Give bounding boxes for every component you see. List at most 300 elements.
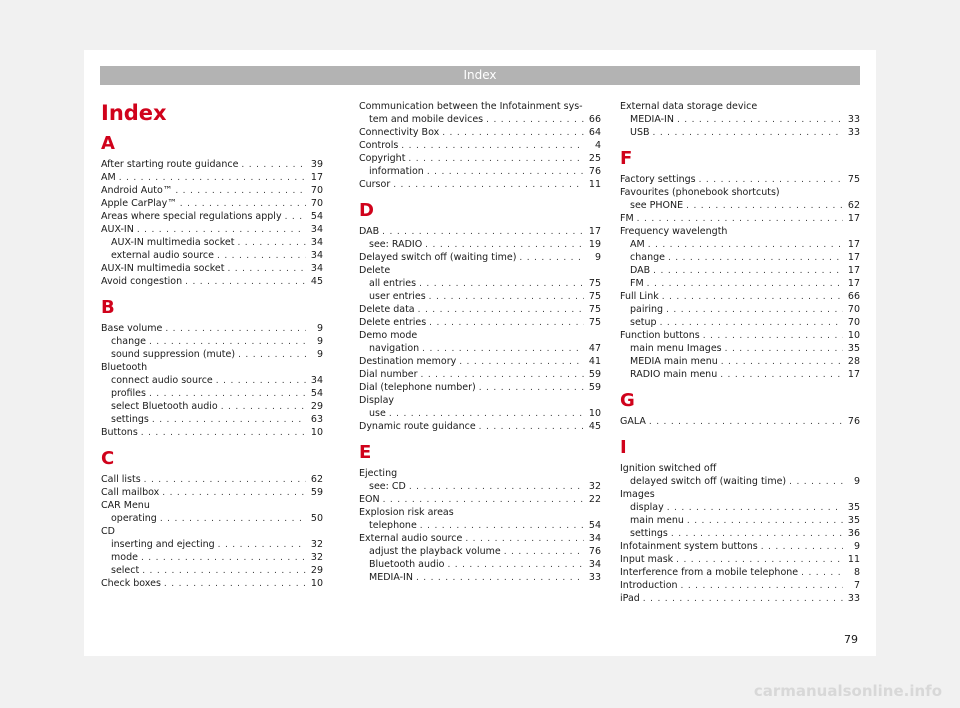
index-entry-text: use bbox=[369, 408, 386, 419]
index-entry bbox=[620, 540, 860, 553]
dot-leader bbox=[217, 250, 306, 263]
index-entry bbox=[359, 225, 601, 238]
index-entry-page: 33 bbox=[847, 127, 860, 138]
index-entry-text: Function buttons bbox=[620, 330, 700, 341]
index-entry bbox=[101, 158, 323, 171]
index-entry bbox=[620, 264, 860, 277]
index-entry-page: 70 bbox=[310, 185, 323, 196]
index-entry bbox=[620, 173, 860, 186]
index-entry-page: 8 bbox=[853, 567, 860, 578]
dot-leader bbox=[429, 317, 584, 330]
dot-leader bbox=[703, 330, 843, 343]
index-entry bbox=[359, 316, 601, 329]
index-entry-text: MEDIA main menu bbox=[630, 356, 718, 367]
index-entry-page: 35 bbox=[847, 515, 860, 526]
index-entry-text: Interference from a mobile telephone bbox=[620, 567, 799, 578]
index-entry-page: 64 bbox=[588, 127, 601, 138]
index-entry-text: tem and mobile devices bbox=[369, 114, 484, 125]
index-entry bbox=[101, 525, 323, 538]
index-entry bbox=[359, 545, 601, 558]
index-entry-page: 9 bbox=[853, 541, 860, 552]
index-entry-page: 10 bbox=[847, 330, 860, 341]
index-entry-page: 9 bbox=[316, 336, 323, 347]
index-entry bbox=[620, 514, 860, 527]
index-entry bbox=[620, 329, 860, 342]
index-entry-text: inserting and ejecting bbox=[111, 539, 215, 550]
index-entry-page: 75 bbox=[847, 174, 860, 185]
index-entry-page: 33 bbox=[847, 114, 860, 125]
dot-leader bbox=[164, 578, 306, 591]
index-entry-page: 66 bbox=[847, 291, 860, 302]
index-entry-text: see: CD bbox=[369, 481, 406, 492]
dot-leader bbox=[666, 304, 843, 317]
index-entry-text: Factory settings bbox=[620, 174, 696, 185]
index-entry-page: 34 bbox=[588, 559, 601, 570]
index-entry-page: 32 bbox=[310, 552, 323, 563]
index-entry-text: Ejecting bbox=[359, 468, 398, 479]
index-entry bbox=[101, 348, 323, 361]
index-entry-text: telephone bbox=[369, 520, 417, 531]
dot-leader bbox=[165, 323, 306, 336]
index-entry bbox=[101, 387, 323, 400]
index-entry-page: 17 bbox=[847, 265, 860, 276]
dot-leader bbox=[227, 263, 306, 276]
dot-leader bbox=[648, 239, 843, 252]
index-entry-text: Call lists bbox=[101, 474, 141, 485]
index-entry bbox=[101, 473, 323, 486]
index-entry-text: DAB bbox=[630, 265, 651, 276]
index-entry bbox=[359, 303, 601, 316]
index-entry-page: 75 bbox=[588, 278, 601, 289]
index-entry-page: 75 bbox=[588, 291, 601, 302]
dot-leader bbox=[668, 252, 843, 265]
index-entry-text: AM bbox=[630, 239, 645, 250]
index-entry-text: Buttons bbox=[101, 427, 138, 438]
index-entry-text: delayed switch off (waiting time) bbox=[630, 476, 787, 487]
index-letter: G bbox=[620, 390, 635, 411]
index-entry-text: FM bbox=[630, 278, 644, 289]
index-entry bbox=[101, 197, 323, 210]
index-entry-text: External audio source bbox=[359, 533, 463, 544]
index-entry-page: 17 bbox=[847, 239, 860, 250]
index-entry-page: 10 bbox=[310, 578, 323, 589]
dot-leader bbox=[185, 276, 306, 289]
index-entry-text: all entries bbox=[369, 278, 417, 289]
dot-leader bbox=[238, 349, 306, 362]
index-entry bbox=[620, 592, 860, 605]
index-entry-text: information bbox=[369, 166, 424, 177]
index-entry-page: 45 bbox=[588, 421, 601, 432]
index-entry-text: sound suppression (mute) bbox=[111, 349, 236, 360]
index-entry-page: 17 bbox=[847, 252, 860, 263]
dot-leader bbox=[479, 382, 584, 395]
index-entry bbox=[359, 407, 601, 420]
index-entry-text: Apple CarPlay™ bbox=[101, 198, 177, 209]
index-entry-text: Images bbox=[620, 489, 655, 500]
index-entry-text: main menu Images bbox=[630, 343, 722, 354]
index-entry-page: 11 bbox=[847, 554, 860, 565]
index-entry-text: Call mailbox bbox=[101, 487, 160, 498]
index-letter: B bbox=[101, 297, 115, 318]
dot-leader bbox=[419, 278, 584, 291]
index-entry bbox=[101, 249, 323, 262]
index-entry bbox=[620, 277, 860, 290]
index-entry bbox=[101, 486, 323, 499]
index-entry bbox=[101, 171, 323, 184]
index-entry bbox=[359, 519, 601, 532]
index-entry-text: mode bbox=[111, 552, 138, 563]
index-entry-text: see PHONE bbox=[630, 200, 684, 211]
index-entry-page: 25 bbox=[588, 153, 601, 164]
index-entry-text: EON bbox=[359, 494, 380, 505]
index-entry-page: 35 bbox=[847, 343, 860, 354]
index-entry-text: settings bbox=[111, 414, 149, 425]
index-letter: I bbox=[620, 437, 627, 458]
index-entry bbox=[359, 238, 601, 251]
index-entry-text: Display bbox=[359, 395, 395, 406]
index-entry bbox=[620, 488, 860, 501]
index-entry-page: 34 bbox=[310, 224, 323, 235]
index-entry bbox=[101, 223, 323, 236]
index-entry-page: 76 bbox=[588, 166, 601, 177]
index-entry-text: setup bbox=[630, 317, 657, 328]
index-entry-text: Delayed switch off (waiting time) bbox=[359, 252, 517, 263]
index-entry-page: 75 bbox=[588, 317, 601, 328]
dot-leader bbox=[418, 304, 584, 317]
index-entry bbox=[101, 210, 323, 223]
index-entry-text: Delete bbox=[359, 265, 391, 276]
index-entry bbox=[620, 342, 860, 355]
dot-leader bbox=[761, 541, 843, 554]
index-entry-page: 29 bbox=[310, 565, 323, 576]
index-entry-text: Dynamic route guidance bbox=[359, 421, 476, 432]
index-entry bbox=[359, 394, 601, 407]
dot-leader bbox=[401, 140, 584, 153]
index-entry bbox=[359, 558, 601, 571]
index-entry-text: Base volume bbox=[101, 323, 163, 334]
index-entry-page: 29 bbox=[310, 401, 323, 412]
index-entry-text: Dial (telephone number) bbox=[359, 382, 476, 393]
index-entry bbox=[359, 290, 601, 303]
index-entry-page: 70 bbox=[847, 317, 860, 328]
dot-leader bbox=[653, 265, 843, 278]
dot-leader bbox=[175, 185, 306, 198]
index-entry bbox=[359, 139, 601, 152]
index-entry bbox=[101, 361, 323, 374]
dot-leader bbox=[677, 114, 843, 127]
index-entry bbox=[101, 184, 323, 197]
dot-leader bbox=[667, 502, 843, 515]
index-entry-page: 76 bbox=[588, 546, 601, 557]
index-entry-text: External data storage device bbox=[620, 101, 758, 112]
index-entry bbox=[101, 374, 323, 387]
dot-leader bbox=[479, 421, 584, 434]
index-entry-text: display bbox=[630, 502, 664, 513]
index-entry-page: 34 bbox=[310, 375, 323, 386]
index-entry-page: 66 bbox=[588, 114, 601, 125]
dot-leader bbox=[720, 369, 843, 382]
dot-leader bbox=[686, 200, 843, 213]
index-entry-text: MEDIA-IN bbox=[369, 572, 413, 583]
index-entry-page: 76 bbox=[847, 416, 860, 427]
dot-leader bbox=[393, 179, 584, 192]
dot-leader bbox=[218, 539, 306, 552]
index-entry bbox=[620, 566, 860, 579]
index-entry-text: AUX-IN bbox=[101, 224, 134, 235]
index-entry bbox=[620, 186, 860, 199]
index-entry-text: Controls bbox=[359, 140, 399, 151]
index-entry-text: Explosion risk areas bbox=[359, 507, 454, 518]
index-entry bbox=[620, 199, 860, 212]
dot-leader bbox=[442, 127, 584, 140]
index-entry-text: Cursor bbox=[359, 179, 391, 190]
index-entry-page: 17 bbox=[847, 369, 860, 380]
index-entry bbox=[359, 329, 601, 342]
index-entry-text: main menu bbox=[630, 515, 684, 526]
index-entry-text: After starting route guidance bbox=[101, 159, 239, 170]
index-entry-text: profiles bbox=[111, 388, 146, 399]
dot-leader bbox=[144, 474, 306, 487]
index-entry bbox=[101, 413, 323, 426]
index-entry-page: 35 bbox=[847, 502, 860, 513]
index-entry-text: Copyright bbox=[359, 153, 406, 164]
index-entry bbox=[359, 342, 601, 355]
index-entry bbox=[620, 355, 860, 368]
dot-leader bbox=[459, 356, 584, 369]
dot-leader bbox=[725, 343, 843, 356]
index-entry-text: AUX-IN multimedia socket bbox=[101, 263, 225, 274]
index-entry-page: 17 bbox=[588, 226, 601, 237]
index-entry bbox=[101, 322, 323, 335]
index-entry bbox=[359, 355, 601, 368]
index-entry-page: 54 bbox=[310, 388, 323, 399]
index-entry-text: GALA bbox=[620, 416, 646, 427]
dot-leader bbox=[643, 593, 843, 606]
index-entry bbox=[620, 462, 860, 475]
index-column-1 bbox=[101, 100, 323, 590]
index-entry-text: Delete data bbox=[359, 304, 415, 315]
index-entry-text: Input mask bbox=[620, 554, 674, 565]
index-letter: A bbox=[101, 133, 115, 154]
index-entry-page: 17 bbox=[847, 278, 860, 289]
index-entry-page: 63 bbox=[310, 414, 323, 425]
index-entry-text: RADIO main menu bbox=[630, 369, 718, 380]
index-entry bbox=[359, 100, 601, 113]
index-entry-page: 34 bbox=[310, 250, 323, 261]
index-entry bbox=[101, 426, 323, 439]
index-entry-text: AM bbox=[101, 172, 116, 183]
index-entry-text: see: RADIO bbox=[369, 239, 423, 250]
dot-leader bbox=[416, 572, 584, 585]
index-entry bbox=[620, 316, 860, 329]
index-entry bbox=[620, 553, 860, 566]
index-entry-page: 9 bbox=[853, 476, 860, 487]
index-entry-text: CD bbox=[101, 526, 115, 537]
dot-leader bbox=[721, 356, 843, 369]
index-entry-text: Areas where special regulations apply bbox=[101, 211, 282, 222]
index-entry bbox=[101, 564, 323, 577]
index-entry bbox=[620, 113, 860, 126]
index-entry-text: select Bluetooth audio bbox=[111, 401, 218, 412]
index-entry bbox=[359, 368, 601, 381]
index-entry-page: 62 bbox=[847, 200, 860, 211]
index-entry-text: Introduction bbox=[620, 580, 678, 591]
index-entry bbox=[359, 251, 601, 264]
index-entry-text: Demo mode bbox=[359, 330, 418, 341]
index-entry-text: Delete entries bbox=[359, 317, 427, 328]
index-entry-page: 9 bbox=[594, 252, 601, 263]
index-entry bbox=[359, 493, 601, 506]
index-entry bbox=[359, 277, 601, 290]
index-entry bbox=[620, 579, 860, 592]
index-letter: D bbox=[359, 200, 374, 221]
dot-leader bbox=[789, 476, 843, 489]
index-entry-page: 75 bbox=[588, 304, 601, 315]
index-entry-text: external audio source bbox=[111, 250, 215, 261]
dot-leader bbox=[681, 580, 843, 593]
index-entry-text: AUX-IN multimedia socket bbox=[111, 237, 235, 248]
index-entry-text: Android Auto™ bbox=[101, 185, 173, 196]
index-entry-text: Bluetooth audio bbox=[369, 559, 445, 570]
index-entry-page: 54 bbox=[310, 211, 323, 222]
index-entry bbox=[620, 368, 860, 381]
index-entry-text: navigation bbox=[369, 343, 420, 354]
index-entry bbox=[359, 264, 601, 277]
watermark: carmanualsonline.info bbox=[753, 682, 942, 700]
index-entry-text: change bbox=[111, 336, 146, 347]
dot-leader bbox=[160, 513, 306, 526]
index-entry-text: Full Link bbox=[620, 291, 659, 302]
index-entry-text: MEDIA-IN bbox=[630, 114, 674, 125]
index-entry-page: 47 bbox=[588, 343, 601, 354]
dot-leader bbox=[241, 159, 306, 172]
dot-leader bbox=[142, 565, 306, 578]
index-entry bbox=[101, 275, 323, 288]
index-entry-page: 62 bbox=[310, 474, 323, 485]
index-entry bbox=[620, 251, 860, 264]
index-entry-page: 28 bbox=[847, 356, 860, 367]
index-entry-page: 70 bbox=[310, 198, 323, 209]
dot-leader bbox=[141, 552, 306, 565]
index-letter: C bbox=[101, 448, 115, 469]
index-entry-page: 33 bbox=[847, 593, 860, 604]
index-entry-page: 34 bbox=[310, 237, 323, 248]
index-entry bbox=[101, 551, 323, 564]
index-entry-text: DAB bbox=[359, 226, 380, 237]
index-entry-text: FM bbox=[620, 213, 634, 224]
index-entry-text: CAR Menu bbox=[101, 500, 150, 511]
index-entry bbox=[359, 126, 601, 139]
index-entry bbox=[620, 475, 860, 488]
dot-leader bbox=[216, 375, 306, 388]
dot-leader bbox=[152, 414, 306, 427]
index-entry-text: connect audio source bbox=[111, 375, 213, 386]
index-entry bbox=[101, 335, 323, 348]
index-entry-text: Dial number bbox=[359, 369, 418, 380]
dot-leader bbox=[427, 166, 584, 179]
index-column-3 bbox=[620, 100, 860, 605]
dot-leader bbox=[801, 567, 843, 580]
index-entry bbox=[101, 512, 323, 525]
index-entry bbox=[620, 212, 860, 225]
index-entry-text: user entries bbox=[369, 291, 426, 302]
page-number: 79 bbox=[844, 633, 858, 646]
index-entry bbox=[359, 571, 601, 584]
index-entry-page: 70 bbox=[847, 304, 860, 315]
index-entry-text: operating bbox=[111, 513, 157, 524]
index-entry bbox=[101, 262, 323, 275]
page-header: Index bbox=[100, 66, 860, 85]
index-entry bbox=[620, 415, 860, 428]
index-entry-text: settings bbox=[630, 528, 668, 539]
dot-leader bbox=[687, 515, 843, 528]
index-entry-text: USB bbox=[630, 127, 650, 138]
index-entry-page: 7 bbox=[853, 580, 860, 591]
index-entry-page: 54 bbox=[588, 520, 601, 531]
index-entry-text: adjust the playback volume bbox=[369, 546, 501, 557]
index-entry-page: 34 bbox=[310, 263, 323, 274]
index-entry-text: Communication between the Infotainment sys- bbox=[359, 101, 583, 112]
dot-leader bbox=[653, 127, 843, 140]
index-entry bbox=[359, 381, 601, 394]
index-entry-page: 39 bbox=[310, 159, 323, 170]
index-entry-text: Ignition switched off bbox=[620, 463, 717, 474]
index-entry-page: 50 bbox=[310, 513, 323, 524]
index-entry-text: Favourites (phonebook shortcuts) bbox=[620, 187, 780, 198]
index-entry bbox=[620, 303, 860, 316]
index-entry bbox=[359, 467, 601, 480]
index-entry bbox=[359, 113, 601, 126]
dot-leader bbox=[447, 559, 584, 572]
index-entry-page: 22 bbox=[588, 494, 601, 505]
index-letter: E bbox=[359, 442, 372, 463]
index-entry-page: 11 bbox=[588, 179, 601, 190]
index-entry bbox=[101, 236, 323, 249]
index-entry-page: 9 bbox=[316, 349, 323, 360]
index-entry-page: 19 bbox=[588, 239, 601, 250]
index-entry-text: select bbox=[111, 565, 140, 576]
index-entry-page: 17 bbox=[847, 213, 860, 224]
dot-leader bbox=[237, 237, 306, 250]
index-entry bbox=[620, 100, 860, 113]
dot-leader bbox=[504, 546, 584, 559]
dot-leader bbox=[662, 291, 843, 304]
index-entry bbox=[620, 290, 860, 303]
index-entry bbox=[359, 420, 601, 433]
dot-leader bbox=[429, 291, 584, 304]
index-entry bbox=[359, 178, 601, 191]
index-entry-page: 41 bbox=[588, 356, 601, 367]
dot-leader bbox=[486, 114, 584, 127]
index-entry-text: iPad bbox=[620, 593, 640, 604]
dot-leader bbox=[647, 278, 843, 291]
index-entry-page: 45 bbox=[310, 276, 323, 287]
index-entry-text: Check boxes bbox=[101, 578, 161, 589]
index-entry bbox=[359, 152, 601, 165]
index-entry-page: 9 bbox=[316, 323, 323, 334]
index-entry bbox=[359, 506, 601, 519]
index-entry bbox=[359, 532, 601, 545]
dot-leader bbox=[285, 211, 306, 224]
index-entry-page: 59 bbox=[310, 487, 323, 498]
index-entry-page: 34 bbox=[588, 533, 601, 544]
index-entry-text: Connectivity Box bbox=[359, 127, 440, 138]
index-entry bbox=[620, 225, 860, 238]
index-letter: F bbox=[620, 148, 633, 169]
index-entry-page: 59 bbox=[588, 382, 601, 393]
index-entry bbox=[359, 165, 601, 178]
index-entry bbox=[101, 577, 323, 590]
